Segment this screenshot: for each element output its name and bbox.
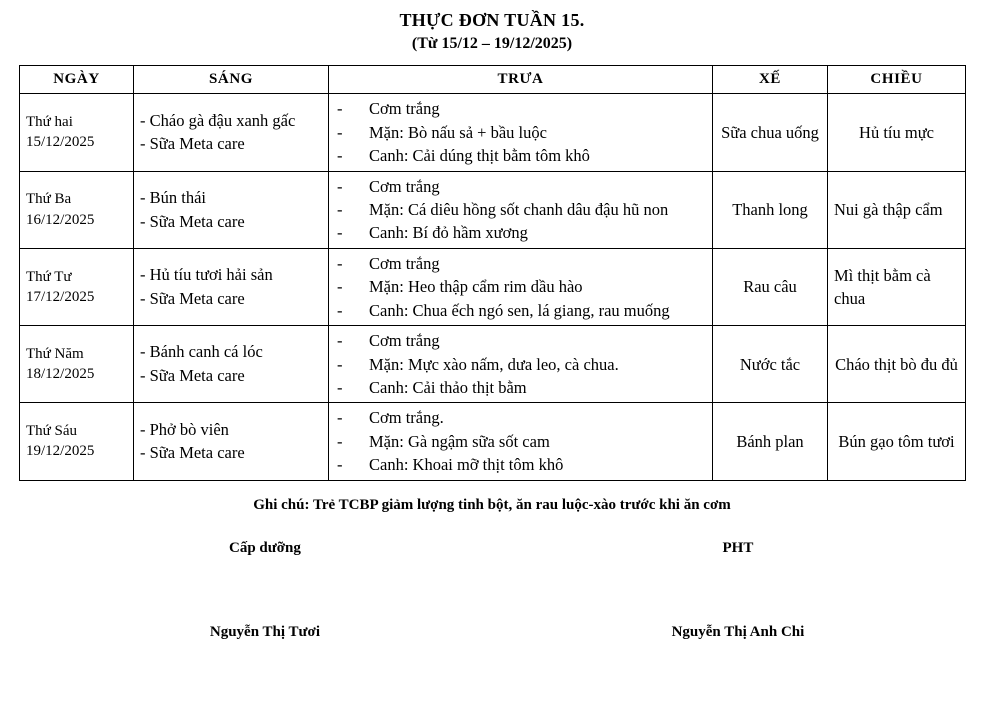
cell-lunch [329, 171, 713, 248]
cell-dinner: Mì thịt bằm cà chua [828, 248, 966, 325]
menu-table-container [19, 65, 965, 480]
cell-lunch [329, 94, 713, 171]
signature-title-right: PHT [722, 539, 754, 556]
signature-row [19, 540, 965, 641]
cell-day [20, 248, 134, 325]
signature-name-left: Nguyễn Thị Tươi [209, 623, 321, 640]
lunch-item: Mặn: Heo thập cẩm rim dầu hào [369, 277, 583, 297]
day-date: 15/12/2025 [26, 134, 95, 151]
column-header-xe: XẾ [713, 66, 828, 94]
day-date: 19/12/2025 [26, 443, 95, 460]
list-item [335, 252, 706, 275]
bullet-dash: - [337, 431, 343, 451]
bullet-dash: - [337, 99, 343, 119]
page-subtitle: (Từ 15/12 – 19/12/2025) [411, 34, 573, 52]
bullet-dash: - [337, 377, 343, 397]
cell-dinner: Nui gà thập cẩm [828, 171, 966, 248]
lunch-item: Canh: Chua ếch ngó sen, lá giang, rau muống [369, 300, 670, 320]
cell-lunch [329, 403, 713, 480]
column-header-ngay: NGÀY [20, 66, 134, 94]
breakfast-item: - Cháo gà đậu xanh gấc [140, 110, 296, 130]
list-item [335, 406, 706, 429]
cell-snack: Nước tắc [713, 326, 828, 403]
breakfast-item: - Sữa Meta care [140, 211, 245, 231]
breakfast-item: - Phở bò viên [140, 419, 229, 439]
footer-note: Ghi chú: Trẻ TCBP giảm lượng tinh bột, ăn rau luộc-xào trước khi ăn cơm [253, 496, 731, 513]
cell-snack: Rau câu [713, 248, 828, 325]
weekly-menu-table [19, 65, 966, 480]
day-date: 16/12/2025 [26, 211, 95, 228]
table-row [20, 403, 966, 480]
signature-block-right [511, 540, 965, 641]
cell-day [20, 403, 134, 480]
lunch-item: Mặn: Bò nấu sả + bầu luộc [369, 122, 547, 142]
lunch-item: Canh: Khoai mỡ thịt tôm khô [369, 455, 564, 475]
bullet-dash: - [337, 122, 343, 142]
signature-name-right: Nguyễn Thị Anh Chi [671, 623, 805, 640]
cell-breakfast [134, 326, 329, 403]
lunch-item: Canh: Cải dúng thịt bằm tôm khô [369, 146, 590, 166]
column-header-trua: TRƯA [329, 66, 713, 94]
bullet-dash: - [337, 277, 343, 297]
lunch-list [335, 406, 706, 476]
cell-day [20, 326, 134, 403]
cell-breakfast [134, 248, 329, 325]
signature-title-left: Cấp dưỡng [228, 539, 301, 556]
list-item [335, 299, 706, 322]
bullet-dash: - [337, 408, 343, 428]
table-row [20, 248, 966, 325]
breakfast-item: - Bún thái [140, 187, 206, 207]
bullet-dash: - [337, 331, 343, 351]
lunch-item: Cơm trắng [369, 176, 440, 196]
breakfast-item: - Sữa Meta care [140, 366, 245, 386]
lunch-item: Cơm trắng [369, 253, 440, 273]
cell-breakfast [134, 171, 329, 248]
lunch-item: Canh: Bí đỏ hầm xương [369, 223, 528, 243]
day-name: Thứ Năm [26, 345, 84, 362]
day-name: Thứ hai [26, 114, 73, 131]
list-item [335, 430, 706, 453]
breakfast-item: - Bánh canh cá lóc [140, 342, 263, 362]
list-item [335, 221, 706, 244]
table-row [20, 94, 966, 171]
day-date: 17/12/2025 [26, 288, 95, 305]
lunch-item: Cơm trắng. [369, 408, 444, 428]
breakfast-item: - Hủ tíu tươi hải sản [140, 265, 273, 285]
list-item [335, 329, 706, 352]
cell-dinner: Cháo thịt bò đu đủ [828, 326, 966, 403]
cell-snack: Bánh plan [713, 403, 828, 480]
cell-breakfast [134, 94, 329, 171]
document-title-block [0, 0, 984, 54]
cell-dinner: Hủ tíu mực [828, 94, 966, 171]
table-row [20, 171, 966, 248]
lunch-list [335, 252, 706, 322]
list-item [335, 275, 706, 298]
list-item [335, 376, 706, 399]
cell-lunch [329, 326, 713, 403]
list-item [335, 453, 706, 476]
list-item [335, 97, 706, 120]
lunch-item: Mặn: Mực xào nấm, dưa leo, cà chua. [369, 354, 619, 374]
bullet-dash: - [337, 223, 343, 243]
bullet-dash: - [337, 176, 343, 196]
list-item [335, 175, 706, 198]
column-header-chieu: CHIỀU [828, 66, 966, 94]
page-title: THỰC ĐƠN TUẦN 15. [399, 10, 585, 30]
list-item [335, 353, 706, 376]
bullet-dash: - [337, 455, 343, 475]
lunch-item: Cơm trắng [369, 99, 440, 119]
cell-lunch [329, 248, 713, 325]
day-name: Thứ Tư [26, 268, 72, 285]
bullet-dash: - [337, 354, 343, 374]
bullet-dash: - [337, 146, 343, 166]
lunch-item: Canh: Cải thảo thịt bằm [369, 377, 527, 397]
day-name: Thứ Ba [26, 191, 72, 208]
cell-snack: Thanh long [713, 171, 828, 248]
breakfast-item: - Sữa Meta care [140, 288, 245, 308]
column-header-sang: SÁNG [134, 66, 329, 94]
cell-day [20, 94, 134, 171]
cell-day [20, 171, 134, 248]
lunch-item: Cơm trắng [369, 331, 440, 351]
lunch-list [335, 175, 706, 245]
lunch-list [335, 97, 706, 167]
table-header-row [20, 66, 966, 94]
list-item [335, 198, 706, 221]
day-date: 18/12/2025 [26, 366, 95, 383]
list-item [335, 144, 706, 167]
bullet-dash: - [337, 300, 343, 320]
cell-snack: Sữa chua uống [713, 94, 828, 171]
list-item [335, 121, 706, 144]
bullet-dash: - [337, 199, 343, 219]
lunch-list [335, 329, 706, 399]
cell-breakfast [134, 403, 329, 480]
breakfast-item: - Sữa Meta care [140, 443, 245, 463]
cell-dinner: Bún gạo tôm tươi [828, 403, 966, 480]
bullet-dash: - [337, 253, 343, 273]
lunch-item: Mặn: Cá diêu hồng sốt chanh dâu đậu hũ non [369, 199, 669, 219]
day-name: Thứ Sáu [26, 423, 78, 440]
lunch-item: Mặn: Gà ngậm sữa sốt cam [369, 431, 550, 451]
breakfast-item: - Sữa Meta care [140, 134, 245, 154]
table-row [20, 326, 966, 403]
signature-block-left [19, 540, 511, 641]
